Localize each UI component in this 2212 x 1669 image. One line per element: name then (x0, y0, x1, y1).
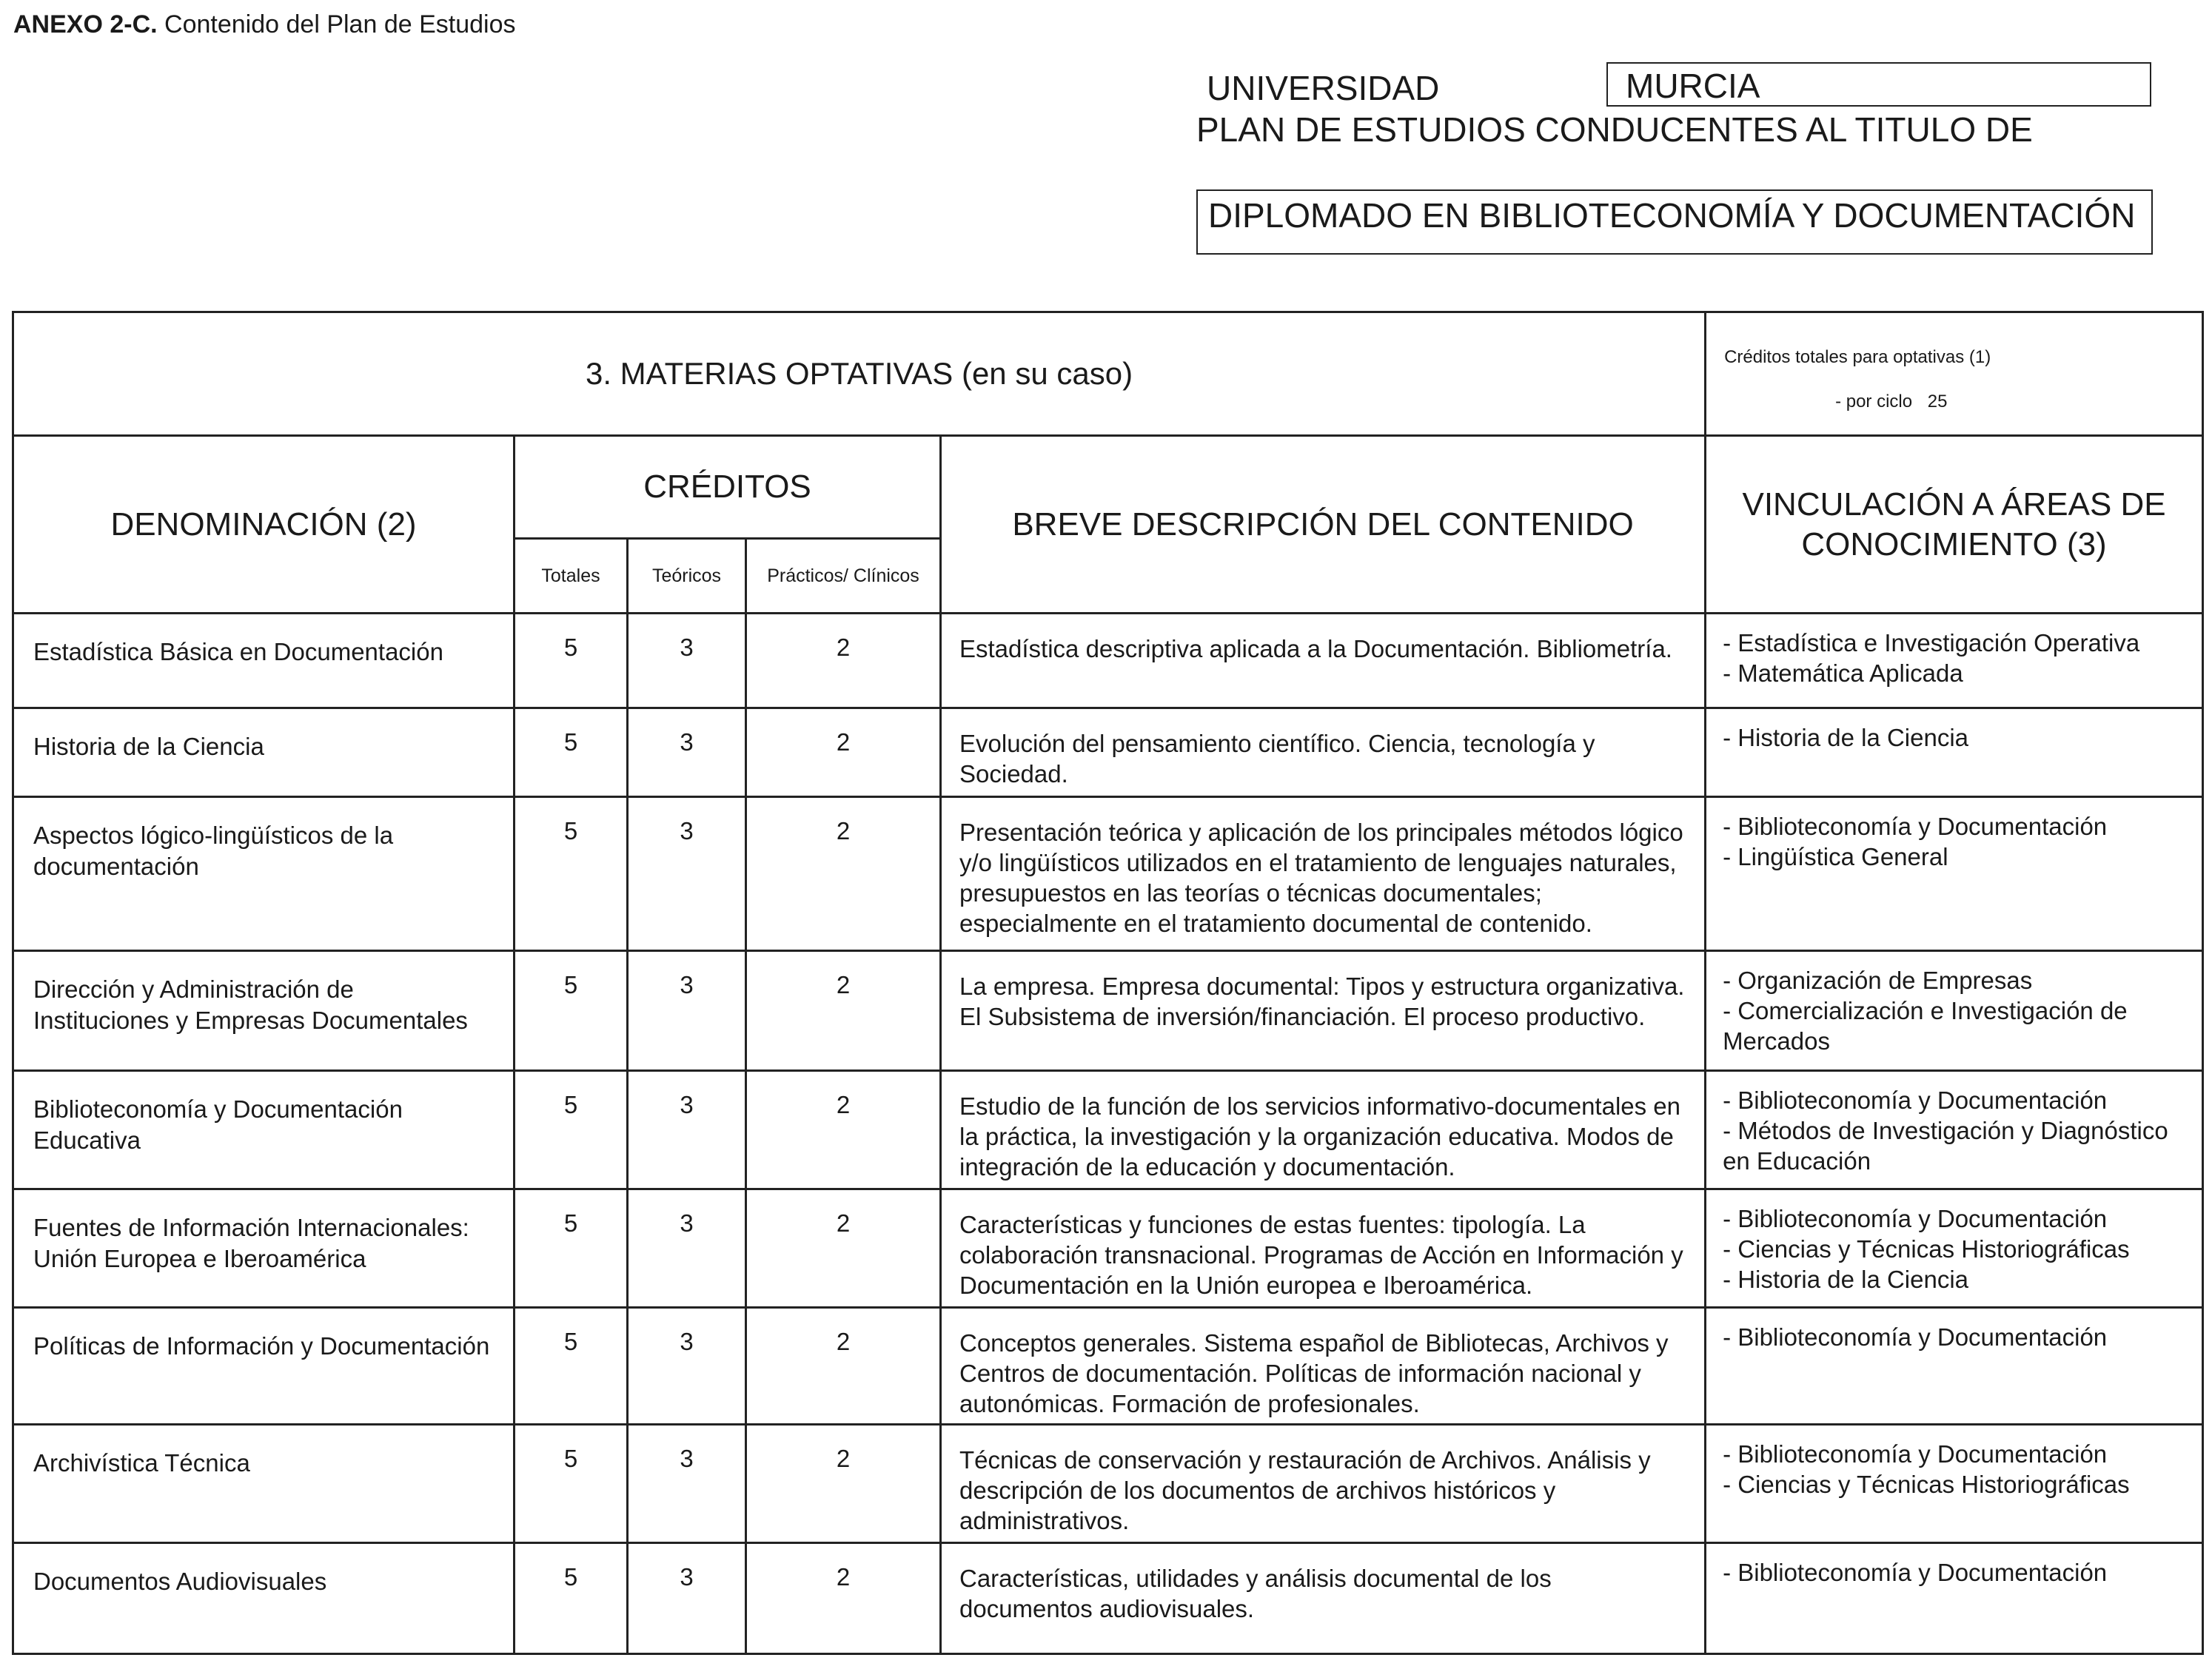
subject-name: Políticas de Información y Documentación (13, 1308, 515, 1425)
knowledge-area-item: - Lingüística General (1723, 843, 1948, 870)
knowledge-area-item: - Historia de la Ciencia (1723, 1266, 1969, 1293)
credits-teoricos: 3 (628, 1543, 746, 1654)
column-header-row (13, 436, 2203, 539)
annex-text: Contenido del Plan de Estudios (164, 10, 516, 38)
credits-totales: 5 (515, 951, 628, 1071)
subject-name: Documentos Audiovisuales (13, 1543, 515, 1654)
credits-teoricos: 3 (628, 1189, 746, 1308)
subject-name: Biblioteconomía y Documentación Educativa (13, 1071, 515, 1189)
university-label: UNIVERSIDAD (1207, 69, 1440, 107)
plan-line: PLAN DE ESTUDIOS CONDUCENTES AL TITULO DE (1196, 110, 2033, 149)
credits-practicos: 2 (746, 1071, 941, 1189)
knowledge-area-item: - Biblioteconomía y Documentación (1723, 1559, 2108, 1586)
col-creditos: CRÉDITOS (515, 436, 941, 539)
credits-totales: 5 (515, 1189, 628, 1308)
credits-totales: 5 (515, 797, 628, 951)
col-teoricos: Teóricos (628, 539, 746, 614)
credits-teoricos: 3 (628, 708, 746, 797)
credits-totales: 5 (515, 1071, 628, 1189)
credits-totales: 5 (515, 708, 628, 797)
degree-title-box: DIPLOMADO EN BIBLIOTECONOMÍA Y DOCUMENTACIÓN (1196, 189, 2153, 255)
credits-practicos: 2 (746, 1543, 941, 1654)
per-cycle-value: 25 (1927, 392, 1948, 412)
table-row (13, 708, 2203, 797)
knowledge-area-item: - Matemática Aplicada (1723, 659, 1963, 687)
subject-description: Presentación teórica y aplicación de los principales métodos lógico y/o lingüísticos utilizados en el tratamiento de lenguajes naturales, presupuestos en las teorías o técnicas documentales; especialmente en el tratamiento documental de contenido. (941, 797, 1706, 951)
col-denominacion: DENOMINACIÓN (2) (13, 436, 515, 614)
credits-teoricos: 3 (628, 614, 746, 708)
table-row (13, 1071, 2203, 1189)
section-title: 3. MATERIAS OPTATIVAS (en su caso) (13, 312, 1706, 436)
credits-total-label: Créditos totales para optativas (1) (1724, 347, 1991, 367)
table-row (13, 1308, 2203, 1425)
credits-teoricos: 3 (628, 1071, 746, 1189)
per-cycle-label: - por ciclo (1835, 392, 1913, 412)
col-descripcion: BREVE DESCRIPCIÓN DEL CONTENIDO (941, 436, 1706, 614)
knowledge-area-item: - Métodos de Investigación y Diagnóstico en Educación (1723, 1117, 2168, 1175)
table-row (13, 1543, 2203, 1654)
knowledge-areas (1706, 1308, 2203, 1425)
col-totales: Totales (515, 539, 628, 614)
credits-teoricos: 3 (628, 1425, 746, 1543)
knowledge-area-item: - Comercialización e Investigación de Mercados (1723, 997, 2128, 1055)
knowledge-areas (1706, 951, 2203, 1071)
knowledge-areas (1706, 614, 2203, 708)
section-credits-box (1706, 312, 2203, 436)
credits-totales: 5 (515, 1425, 628, 1543)
table-row (13, 614, 2203, 708)
credits-practicos: 2 (746, 708, 941, 797)
credits-totales: 5 (515, 1308, 628, 1425)
col-vinculacion: VINCULACIÓN A ÁREAS DE CONOCIMIENTO (3) (1706, 436, 2203, 614)
subject-description: Estadística descriptiva aplicada a la Documentación. Bibliometría. (941, 614, 1706, 708)
knowledge-areas (1706, 1543, 2203, 1654)
subject-description: Técnicas de conservación y restauración de Archivos. Análisis y descripción de los documentos de archivos históricos y administrativos. (941, 1425, 1706, 1543)
credits-teoricos: 3 (628, 951, 746, 1071)
subject-name: Dirección y Administración de Instituciones y Empresas Documentales (13, 951, 515, 1071)
annex-label: ANEXO 2-C. (13, 10, 158, 38)
table-row (13, 951, 2203, 1071)
table-row (13, 797, 2203, 951)
table-row (13, 1425, 2203, 1543)
knowledge-area-item: - Biblioteconomía y Documentación (1723, 1205, 2108, 1232)
knowledge-areas (1706, 797, 2203, 951)
credits-practicos: 2 (746, 614, 941, 708)
credits-practicos: 2 (746, 951, 941, 1071)
knowledge-area-item: - Historia de la Ciencia (1723, 724, 1969, 751)
annex-header (13, 10, 516, 39)
subject-name: Archivística Técnica (13, 1425, 515, 1543)
credits-practicos: 2 (746, 1425, 941, 1543)
optional-subjects-table (12, 311, 2204, 1655)
subject-name: Aspectos lógico-lingüísticos de la documentación (13, 797, 515, 951)
credits-totales: 5 (515, 614, 628, 708)
knowledge-areas (1706, 708, 2203, 797)
credits-totales: 5 (515, 1543, 628, 1654)
subject-description: Evolución del pensamiento científico. Ciencia, tecnología y Sociedad. (941, 708, 1706, 797)
subject-description: Características y funciones de estas fuentes: tipología. La colaboración transnacional. Programas de Acción en Información y Documentación en la Unión europea e Iberoamérica. (941, 1189, 1706, 1308)
subject-name: Estadística Básica en Documentación (13, 614, 515, 708)
subject-description: Características, utilidades y análisis documental de los documentos audiovisuales. (941, 1543, 1706, 1654)
knowledge-areas (1706, 1425, 2203, 1543)
subject-description: Estudio de la función de los servicios informativo-documentales en la práctica, la investigación y la organización educativa. Modos de integración de la educación y documentación. (941, 1071, 1706, 1189)
knowledge-areas (1706, 1071, 2203, 1189)
knowledge-area-item: - Biblioteconomía y Documentación (1723, 1323, 2108, 1351)
knowledge-area-item: - Biblioteconomía y Documentación (1723, 1440, 2108, 1468)
credits-teoricos: 3 (628, 797, 746, 951)
credits-practicos: 2 (746, 797, 941, 951)
credits-teoricos: 3 (628, 1308, 746, 1425)
knowledge-area-item: - Ciencias y Técnicas Historiográficas (1723, 1235, 2130, 1263)
university-value-box: MURCIA (1606, 62, 2151, 107)
subject-description: Conceptos generales. Sistema español de Bibliotecas, Archivos y Centros de documentación. Políticas de información nacional y autonómicas. Formación de profesionales. (941, 1308, 1706, 1425)
credits-practicos: 2 (746, 1189, 941, 1308)
credits-practicos: 2 (746, 1308, 941, 1425)
subject-name: Fuentes de Información Internacionales: Unión Europea e Iberoamérica (13, 1189, 515, 1308)
col-practicos: Prácticos/ Clínicos (746, 539, 941, 614)
knowledge-area-item: - Biblioteconomía y Documentación (1723, 1087, 2108, 1114)
subject-description: La empresa. Empresa documental: Tipos y estructura organizativa. El Subsistema de inversión/financiación. El proceso productivo. (941, 951, 1706, 1071)
knowledge-areas (1706, 1189, 2203, 1308)
knowledge-area-item: - Biblioteconomía y Documentación (1723, 813, 2108, 840)
knowledge-area-item: - Ciencias y Técnicas Historiográficas (1723, 1471, 2130, 1498)
table-row (13, 1189, 2203, 1308)
knowledge-area-item: - Organización de Empresas (1723, 967, 2033, 994)
section-header-row (13, 312, 2203, 436)
subject-name: Historia de la Ciencia (13, 708, 515, 797)
knowledge-area-item: - Estadística e Investigación Operativa (1723, 629, 2140, 656)
